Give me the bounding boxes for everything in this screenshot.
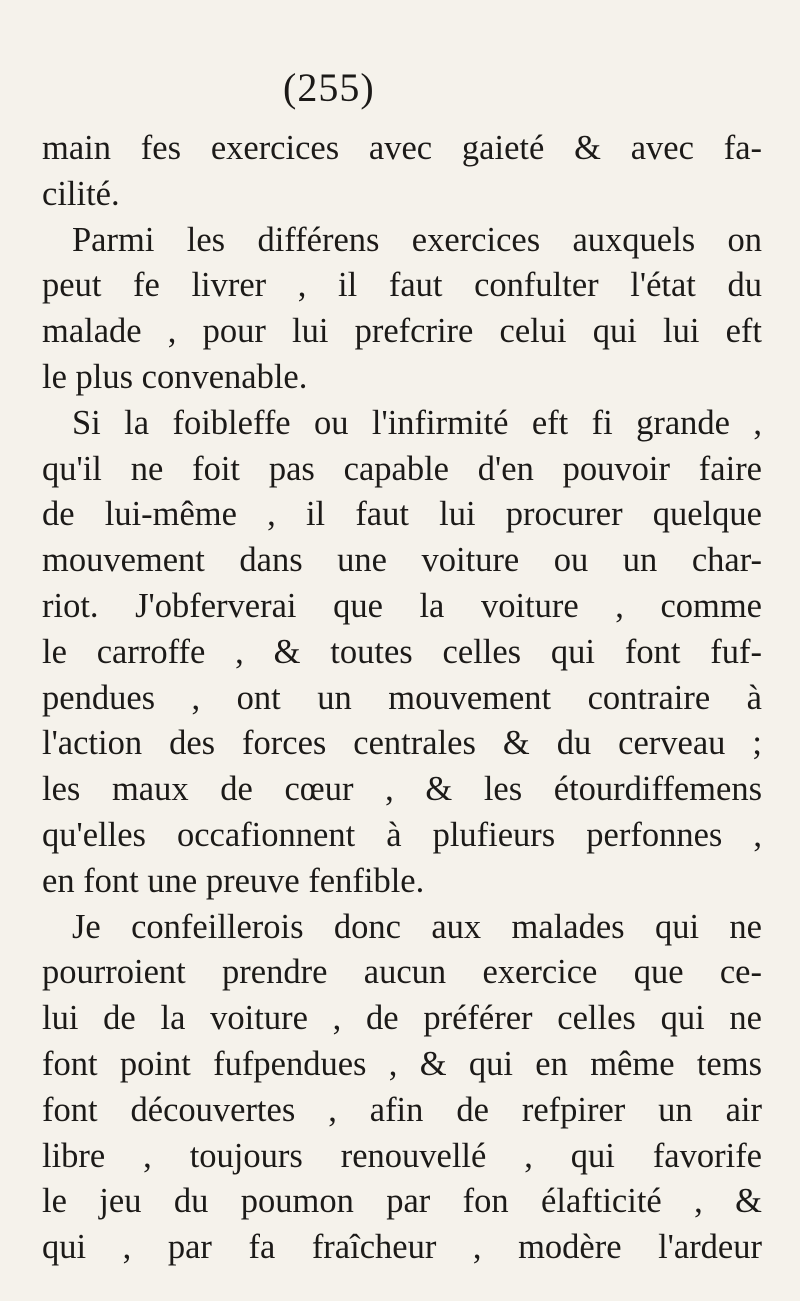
text-line: qui , par fa fraîcheur , modère l'ardeur [42,1228,762,1267]
text-line: le carroffe , & toutes celles qui font fuf- [42,632,762,671]
text-line: font découvertes , afin de refpirer un air [42,1090,762,1129]
text-line: riot. J'obferverai que la voiture , comme [42,586,762,625]
text-line: le plus convenable. [42,357,308,396]
text-line: peut fe livrer , il faut confulter l'état du [42,266,762,305]
text-line: de lui-même , il faut lui procurer quelque [42,495,762,534]
text-line: libre , toujours renouvellé , qui favorife [42,1136,762,1175]
page-number: (255) [283,65,375,110]
text-line: Si la foibleffe ou l'infirmité eft fi grande , [72,403,762,442]
text-line: Parmi les différens exercices auxquels on [72,220,762,259]
page-text [42,126,762,1271]
text-line: le jeu du poumon par fon élafticité , & [42,1182,762,1221]
text-line: en font une preuve fenfible. [42,861,425,900]
text-line: Je confeillerois donc aux malades qui ne [72,907,762,946]
text-line: les maux de cœur , & les étourdiffemens [42,770,762,809]
text-line: lui de la voiture , de préférer celles qui ne [42,999,762,1038]
text-line: qu'il ne foit pas capable d'en pouvoir faire [42,449,762,488]
text-line: pendues , ont un mouvement contraire à [42,678,762,717]
text-line: pourroient prendre aucun exercice que ce- [42,953,762,992]
text-line: font point fufpendues , & qui en même tems [42,1044,762,1083]
text-line: l'action des forces centrales & du cerveau ; [42,724,762,763]
text-line: qu'elles occafionnent à plufieurs perfonnes , [42,815,762,854]
text-line: cilité. [42,174,120,213]
text-line: mouvement dans une voiture ou un char- [42,541,762,580]
text-line: main fes exercices avec gaieté & avec fa- [42,129,762,167]
text-line: malade , pour lui prefcrire celui qui lui eft [42,312,762,351]
